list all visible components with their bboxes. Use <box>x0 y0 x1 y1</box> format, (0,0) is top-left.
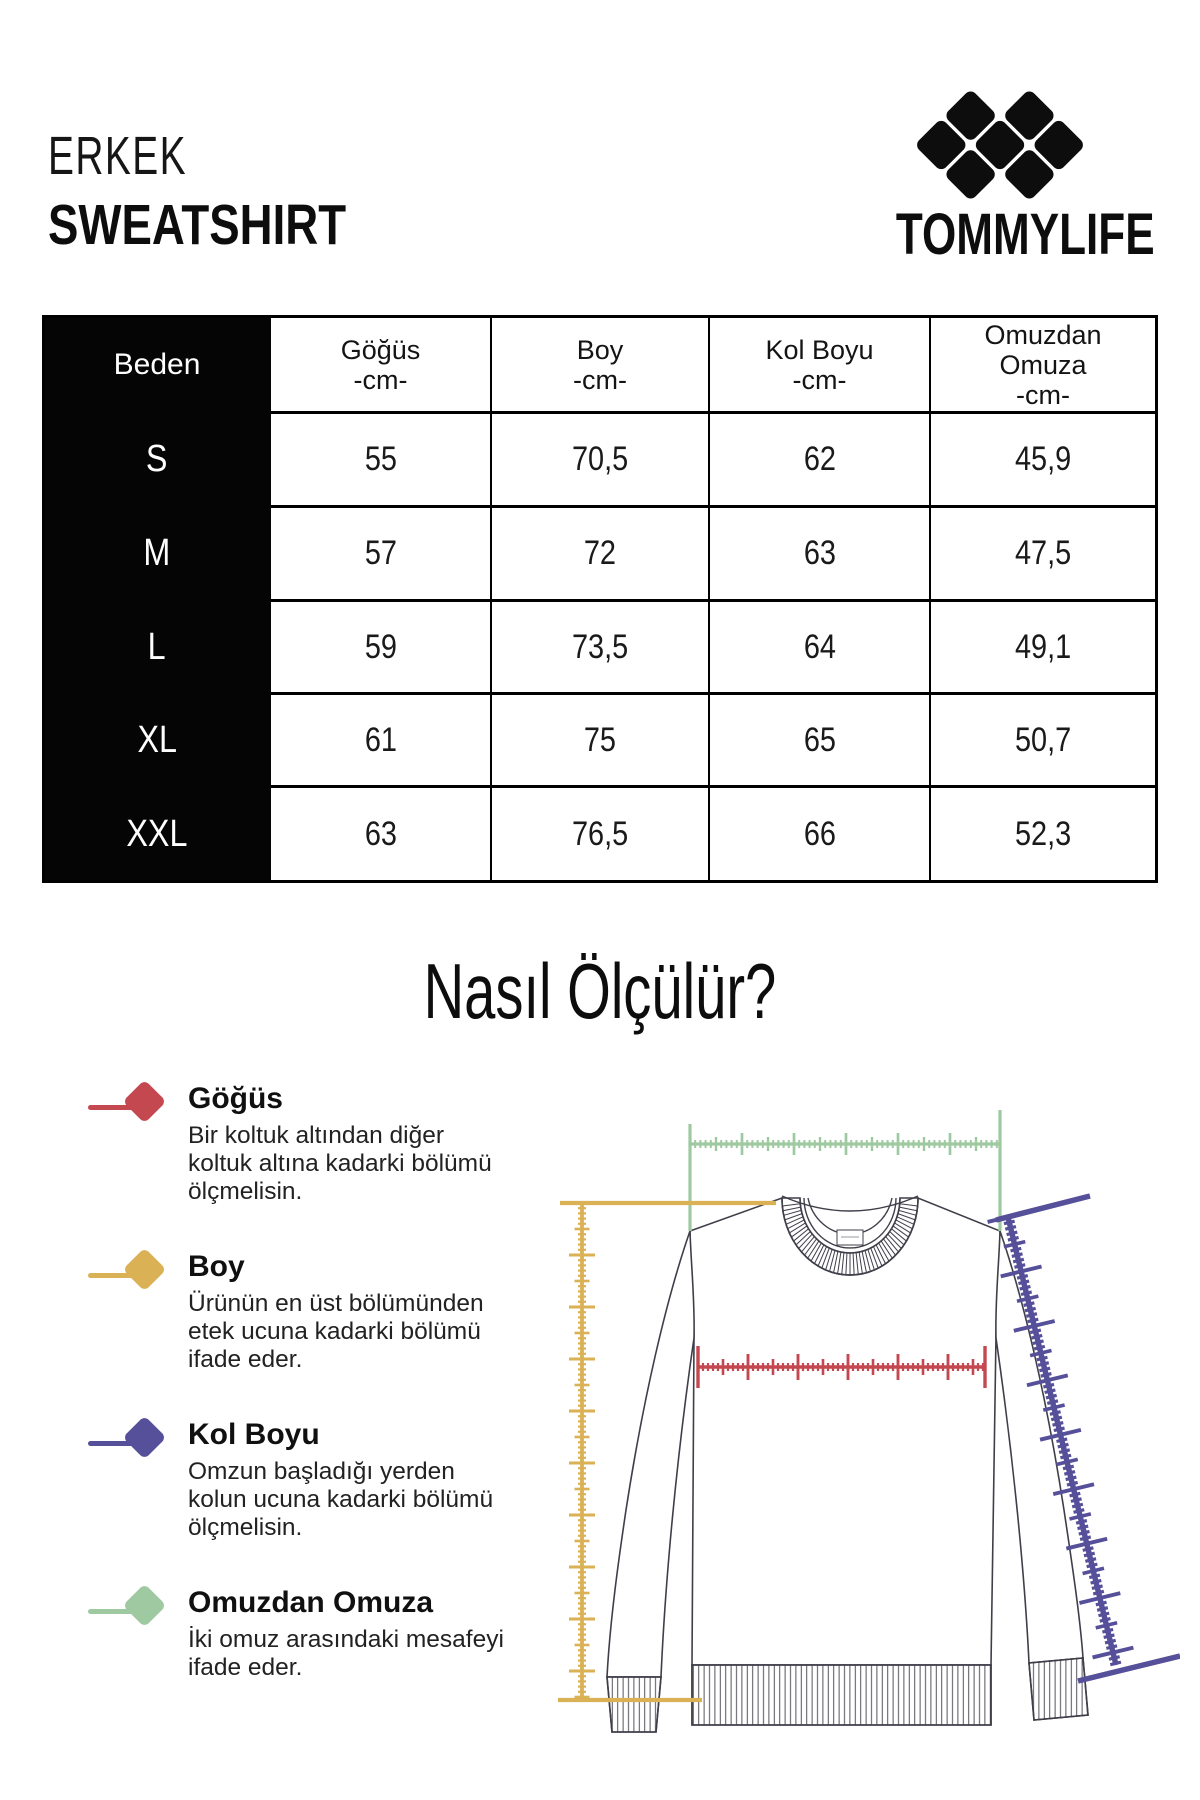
value-cell: 70,5 <box>492 414 710 508</box>
value-cell: 64 <box>710 602 931 695</box>
legend-text <box>188 1584 512 1682</box>
value-cell: 55 <box>271 414 492 508</box>
value-cell: 63 <box>271 788 492 880</box>
value-cell: 63 <box>710 508 931 602</box>
product-type <box>48 194 421 256</box>
value-cell: 72 <box>492 508 710 602</box>
value-cell: 50,7 <box>931 695 1155 788</box>
legend-text <box>188 1416 512 1542</box>
value-cell: 75 <box>492 695 710 788</box>
legend-item-kol-boyu <box>88 1416 512 1542</box>
product-type-label: SWEATSHIRT <box>48 193 347 257</box>
legend-item-gogus <box>88 1080 512 1206</box>
size-cell-xl: XL <box>45 695 271 788</box>
value-cell: 45,9 <box>931 414 1155 508</box>
value-cell: 57 <box>271 508 492 602</box>
value-cell: 73,5 <box>492 602 710 695</box>
legend-text <box>188 1248 512 1374</box>
value-cell: 49,1 <box>931 602 1155 695</box>
value-cell: 76,5 <box>492 788 710 880</box>
brand-name: TOMMYLIFE <box>895 202 1155 267</box>
legend-description: Ürünün en üst bölümünden etek ucuna kadarki bölümü ifade eder. <box>188 1290 484 1373</box>
col-header-kol-boyu: Kol Boyu -cm- <box>710 318 931 414</box>
diamond-icon <box>123 1416 167 1460</box>
size-cell-l: L <box>45 602 271 695</box>
sweatshirt-measure-diagram <box>480 1080 1180 1760</box>
legend-description: Omzun başladığı yerden kolun ucuna kadarki bölümü ölçmelisin. <box>188 1458 494 1541</box>
diamond-icon <box>123 1080 167 1124</box>
size-cell-xxl: XXL <box>45 788 271 880</box>
legend-description: İki omuz arasındaki mesafeyi ifade eder. <box>188 1626 504 1681</box>
legend-title: Göğüs <box>188 1082 283 1115</box>
value-cell: 62 <box>710 414 931 508</box>
brand-logo <box>855 86 1155 267</box>
legend-text <box>188 1080 512 1206</box>
logo-diamonds-icon <box>907 86 1093 204</box>
value-cell: 52,3 <box>931 788 1155 880</box>
product-category-label: ERKEK <box>48 126 188 186</box>
legend-description: Bir koltuk altından diğer koltuk altına kadarki bölümü ölçmelisin. <box>188 1122 492 1205</box>
legend-title: Kol Boyu <box>188 1418 320 1451</box>
value-cell: 59 <box>271 602 492 695</box>
size-cell-m: M <box>45 508 271 602</box>
sweatshirt-drawing <box>607 1198 1088 1732</box>
size-cell-s: S <box>45 414 271 508</box>
length-diamond-icon <box>88 1248 188 1312</box>
value-cell: 65 <box>710 695 931 788</box>
col-header-gogus: Göğüs -cm- <box>271 318 492 414</box>
product-category <box>48 126 241 186</box>
shoulder-diamond-icon <box>88 1584 188 1648</box>
legend-title: Boy <box>188 1250 245 1283</box>
sleeve-diamond-icon <box>88 1416 188 1480</box>
value-cell: 61 <box>271 695 492 788</box>
col-header-omuzdan-omuza: Omuzdan Omuza -cm- <box>931 318 1155 414</box>
legend-item-omuzdan-omuza <box>88 1584 512 1682</box>
value-cell: 47,5 <box>931 508 1155 602</box>
col-header-boy: Boy -cm- <box>492 318 710 414</box>
legend-title: Omuzdan Omuza <box>188 1586 434 1619</box>
legend-item-boy <box>88 1248 512 1374</box>
sweatshirt-left-sleeve <box>607 1231 694 1677</box>
col-header-beden: Beden <box>45 318 271 414</box>
sweatshirt-right-sleeve <box>996 1231 1083 1663</box>
section-title: Nasıl Ölçülür? <box>423 947 777 1035</box>
diamond-icon <box>123 1248 167 1292</box>
value-cell: 66 <box>710 788 931 880</box>
size-table <box>42 315 1158 883</box>
diamond-icon <box>123 1584 167 1628</box>
chest-diamond-icon <box>88 1080 188 1144</box>
measure-legend <box>88 1080 512 1724</box>
